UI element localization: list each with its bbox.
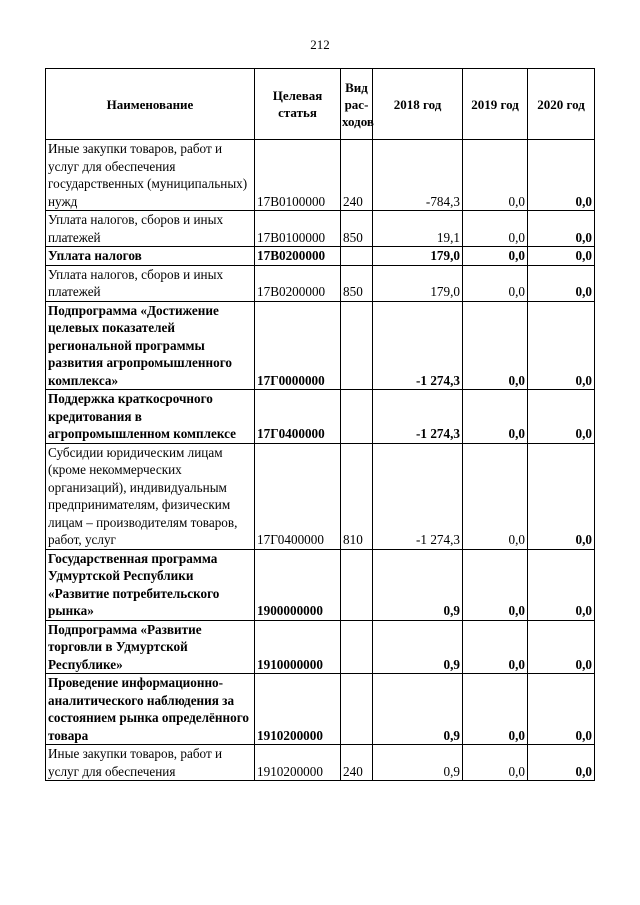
row-name: Уплата налогов, сборов и иных платежей	[46, 265, 255, 301]
header-vid: Вид рас-ходов	[341, 69, 373, 140]
row-2019: 0,0	[463, 301, 528, 390]
row-2019: 0,0	[463, 390, 528, 444]
row-code: 1910200000	[255, 745, 341, 781]
row-2019: 0,0	[463, 443, 528, 549]
row-code: 1900000000	[255, 549, 341, 620]
header-2019: 2019 год	[463, 69, 528, 140]
row-vid: 810	[341, 443, 373, 549]
row-2019: 0,0	[463, 211, 528, 247]
row-2018: -1 274,3	[373, 390, 463, 444]
row-2019: 0,0	[463, 265, 528, 301]
row-code: 17Г0400000	[255, 443, 341, 549]
row-2019: 0,0	[463, 140, 528, 211]
row-2020: 0,0	[528, 301, 595, 390]
row-code: 1910200000	[255, 674, 341, 745]
row-2018: 19,1	[373, 211, 463, 247]
row-2019: 0,0	[463, 549, 528, 620]
row-name: Поддержка краткосрочного кредитования в агропромышленном комплексе	[46, 390, 255, 444]
row-code: 17В0100000	[255, 140, 341, 211]
row-2020: 0,0	[528, 549, 595, 620]
row-2018: 0,9	[373, 674, 463, 745]
row-code: 1910000000	[255, 620, 341, 674]
header-name: Наименование	[46, 69, 255, 140]
row-name: Иные закупки товаров, работ и услуг для обеспечения государственных (муниципальных) нужд	[46, 140, 255, 211]
row-vid	[341, 549, 373, 620]
row-name: Подпрограмма «Достижение целевых показателей региональной программы развития агропромышленного комплекса»	[46, 301, 255, 390]
row-name: Государственная программа Удмуртской Республики «Развитие потребительского рынка»	[46, 549, 255, 620]
row-2018: -1 274,3	[373, 443, 463, 549]
row-2019: 0,0	[463, 247, 528, 266]
table-row	[46, 301, 595, 390]
header-target: Целевая статья	[255, 69, 341, 140]
row-2020: 0,0	[528, 443, 595, 549]
row-vid: 240	[341, 140, 373, 211]
table-row	[46, 443, 595, 549]
row-name: Уплата налогов	[46, 247, 255, 266]
table-row	[46, 549, 595, 620]
header-2018: 2018 год	[373, 69, 463, 140]
row-2020: 0,0	[528, 211, 595, 247]
budget-table	[45, 68, 595, 781]
row-code: 17В0200000	[255, 247, 341, 266]
row-2018: -784,3	[373, 140, 463, 211]
row-2020: 0,0	[528, 247, 595, 266]
row-vid: 850	[341, 265, 373, 301]
row-vid	[341, 247, 373, 266]
header-2020: 2020 год	[528, 69, 595, 140]
row-vid	[341, 674, 373, 745]
row-2018: 0,9	[373, 620, 463, 674]
row-2020: 0,0	[528, 140, 595, 211]
table-header-row	[46, 69, 595, 140]
row-2020: 0,0	[528, 620, 595, 674]
row-2020: 0,0	[528, 265, 595, 301]
table-row	[46, 265, 595, 301]
table-row	[46, 390, 595, 444]
row-2020: 0,0	[528, 390, 595, 444]
row-2019: 0,0	[463, 674, 528, 745]
row-code: 17Г0000000	[255, 301, 341, 390]
table-row	[46, 674, 595, 745]
page-number: 212	[310, 37, 330, 52]
row-vid: 850	[341, 211, 373, 247]
row-name: Проведение информационно-аналитического наблюдения за состоянием рынка определённого товара	[46, 674, 255, 745]
table-row	[46, 745, 595, 781]
table-row	[46, 211, 595, 247]
row-2020: 0,0	[528, 745, 595, 781]
row-vid: 240	[341, 745, 373, 781]
row-vid	[341, 620, 373, 674]
row-code: 17Г0400000	[255, 390, 341, 444]
row-code: 17В0200000	[255, 265, 341, 301]
row-2019: 0,0	[463, 620, 528, 674]
row-name: Подпрограмма «Развитие торговли в Удмуртской Республике»	[46, 620, 255, 674]
row-2018: 0,9	[373, 549, 463, 620]
row-name: Иные закупки товаров, работ и услуг для обеспечения	[46, 745, 255, 781]
row-2018: 179,0	[373, 247, 463, 266]
row-2018: 0,9	[373, 745, 463, 781]
row-vid	[341, 301, 373, 390]
row-2020: 0,0	[528, 674, 595, 745]
row-2018: 179,0	[373, 265, 463, 301]
row-name: Субсидии юридическим лицам (кроме некоммерческих организаций), индивидуальным предпринимателям, физическим лицам – производителям товаров, работ, услуг	[46, 443, 255, 549]
table-row	[46, 247, 595, 266]
row-name: Уплата налогов, сборов и иных платежей	[46, 211, 255, 247]
row-2018: -1 274,3	[373, 301, 463, 390]
row-code: 17В0100000	[255, 211, 341, 247]
row-2019: 0,0	[463, 745, 528, 781]
row-vid	[341, 390, 373, 444]
table-row	[46, 140, 595, 211]
table-row	[46, 620, 595, 674]
